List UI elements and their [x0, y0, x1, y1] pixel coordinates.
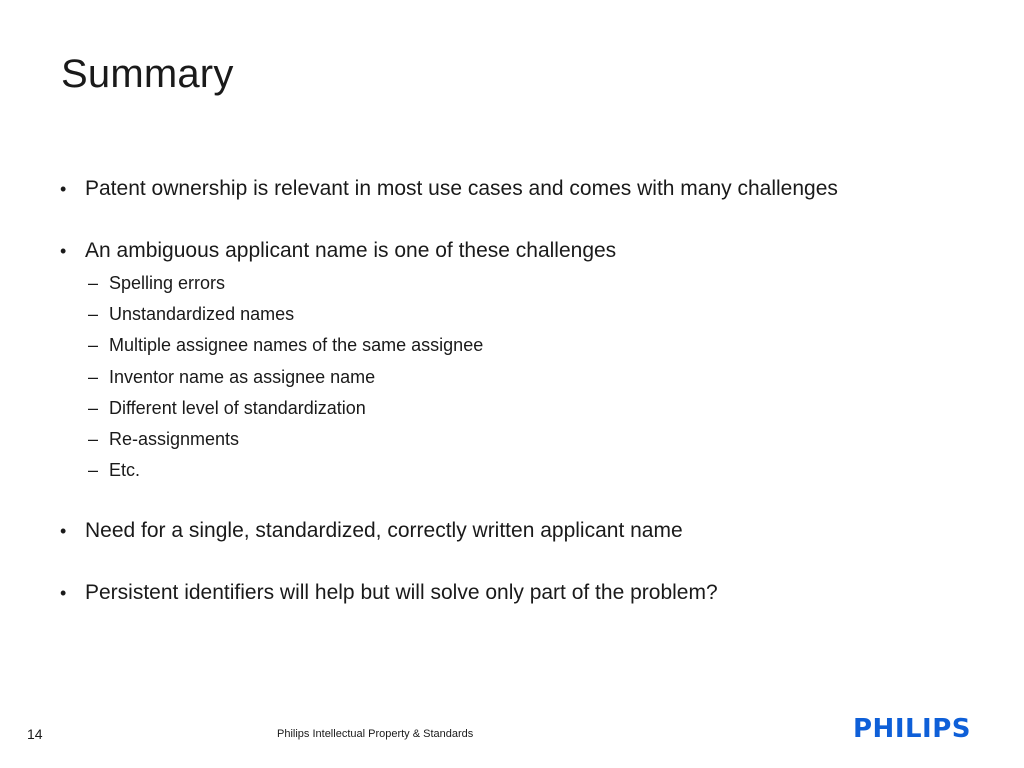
philips-logo: PHILIPS: [853, 714, 972, 744]
bullet-text: Need for a single, standardized, correctly written applicant name: [85, 519, 683, 543]
bullet-text: Persistent identifiers will help but will solve only part of the problem?: [85, 581, 718, 605]
slide-title: Summary: [61, 52, 234, 96]
bullet-item: [60, 576, 960, 610]
sub-bullet-text: Unstandardized names: [109, 304, 295, 325]
sub-bullet-item: [60, 299, 960, 330]
page-number: 14: [27, 726, 43, 742]
dash-icon: –: [88, 273, 99, 293]
bullet-icon: •: [60, 179, 67, 199]
bullet-icon: •: [60, 521, 67, 542]
dash-icon: –: [88, 304, 99, 325]
sub-bullet-item: [60, 362, 960, 393]
sub-bullet-text: Multiple assignee names of the same assignee: [109, 335, 484, 356]
sub-bullet-item: [60, 424, 960, 455]
sub-bullet-item: [60, 455, 960, 486]
dash-icon: –: [88, 397, 99, 418]
sub-bullet-text: Etc.: [109, 460, 141, 481]
sub-bullet-item: [60, 330, 960, 361]
sub-bullet-text: Spelling errors: [109, 273, 226, 293]
bullet-text: An ambiguous applicant name is one of these challenges: [85, 239, 617, 262]
footer-text: Philips Intellectual Property & Standards: [277, 728, 474, 740]
sub-bullet-text: Inventor name as assignee name: [109, 366, 376, 387]
sub-bullet-list: [60, 268, 960, 486]
bullet-text: Patent ownership is relevant in most use cases and comes with many challenges: [85, 177, 838, 200]
bullet-item: [60, 514, 960, 548]
sub-bullet-item: [60, 268, 960, 299]
bullet-item: [60, 172, 960, 206]
sub-bullet-item: [60, 393, 960, 424]
bullet-icon: •: [60, 241, 67, 261]
sub-bullet-text: Re-assignments: [109, 429, 240, 450]
sub-bullet-text: Different level of standardization: [109, 397, 366, 418]
dash-icon: –: [88, 429, 99, 450]
dash-icon: –: [88, 460, 99, 481]
dash-icon: –: [88, 335, 99, 356]
bullet-icon: •: [60, 583, 67, 604]
slide-content: [60, 172, 960, 610]
bullet-item: [60, 234, 960, 268]
dash-icon: –: [88, 366, 99, 387]
